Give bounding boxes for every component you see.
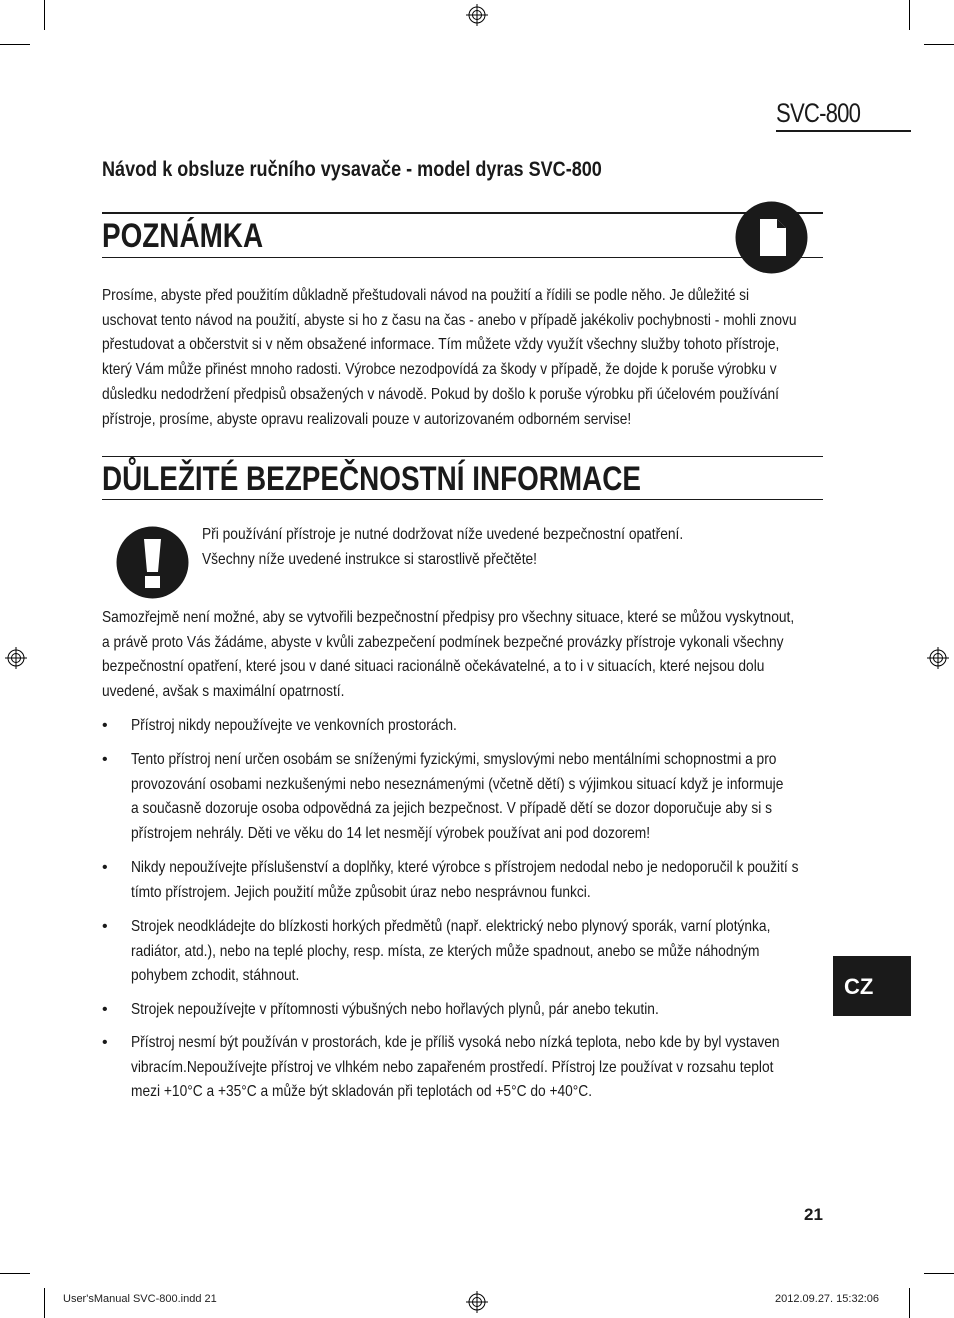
crop-mark <box>44 1288 45 1318</box>
text-line: Přístroj nesmí být používán v prostorách, kde je příliš vysoká nebo nízká teplota, nebo kde by byl vystaven <box>131 1034 780 1051</box>
text-line: Všechny níže uvedené instrukce si starostlivě přečtěte! <box>202 550 537 568</box>
language-tab-label: CZ <box>844 974 874 999</box>
crop-mark <box>0 44 30 45</box>
bullet-marker: • <box>102 859 108 876</box>
text-line: mezi +10°C a +35°C a může být skladován při teplotách od +5°C do +40°C. <box>131 1083 593 1101</box>
registration-mark-icon <box>927 647 949 669</box>
model-label: SVC-800 <box>776 98 861 128</box>
page-number: 21 <box>804 1205 823 1224</box>
text-line: tímto přístrojem. Jejich použití může způsobit úraz nebo nesprávnou funkci. <box>131 883 591 901</box>
section-rule <box>102 257 823 258</box>
text-line: a současně dozoruje osoba odpovědná za jejich bezpečnost. V případě dětí se dozor doporučuje aby si s <box>131 800 773 818</box>
bullet-marker: • <box>102 717 108 734</box>
document-subtitle: Návod k obsluze ručního vysavače - model dyras SVC-800 <box>102 158 602 181</box>
bullet-marker: • <box>102 918 108 935</box>
text-line: a právě proto Vás žádáme, abyste v kvůli zabezpečení podmínek bezpečné provázky přístroje vykonali všechny <box>102 633 784 651</box>
section-rule <box>102 499 823 500</box>
text-line: uvedené, avšak s maximální opatrností. <box>102 683 345 701</box>
footer-filename: User'sManual SVC-800.indd 21 <box>63 1293 217 1305</box>
text-line: provozování osobami nezkušenými nebo neseznámenými (včetně dětí) s výjimkou situací když je informuje <box>131 775 784 793</box>
section-title-safety: DŮLEŽITÉ BEZPEČNOSTNÍ INFORMACE <box>102 460 642 498</box>
section-rule <box>102 456 823 457</box>
text-line: vibracím.Nepoužívejte přístroj ve vlhkém nebo zapařeném prostředí. Přístroj lze používat v rozsahu teplot <box>131 1058 774 1076</box>
text-line: důsledku nedodržení předpisů obsažených v návodě. Pokud by došlo k poruše výrobku při účelovém používání <box>102 385 779 403</box>
text-line: bezpečnostní opatření, které jsou v dané situaci racionálně očekávatelné, a to i v situacích, které nejsou dolu <box>102 658 765 676</box>
text-line: uschovat tento návod na použití, abyste si ho z času na čas - anebo v případě jakékoliv pochybnosti - mohli znovu <box>102 311 797 329</box>
safety-intro-paragraph <box>102 606 823 705</box>
crop-mark <box>909 1288 910 1318</box>
bullet-marker: • <box>102 751 108 768</box>
note-paragraph <box>102 284 823 432</box>
text-line: Přístroj nikdy nepoužívejte ve venkovních prostorách. <box>131 717 457 734</box>
text-line: radiátor, atd.), nebo na teplé plochy, resp. místa, ze kterých může spadnout, anebo se může náhodným <box>131 942 760 960</box>
text-line: Při používání přístroje je nutné dodržovat níže uvedené bezpečnostní opatření. <box>202 526 684 543</box>
crop-mark <box>924 44 954 45</box>
model-underline <box>776 130 911 132</box>
crop-mark <box>909 0 910 30</box>
footer-timestamp: 2012.09.27. 15:32:06 <box>775 1293 879 1305</box>
text-line: Strojek nepoužívejte v přítomnosti výbušných nebo hořlavých plynů, pár anebo tekutin. <box>131 1001 659 1018</box>
text-line: přístrojem nehrály. Děti ve věku do 14 let nesmějí výrobek používat ani pod dozorem! <box>131 825 651 843</box>
text-line: přístroje, prosíme, abyste opravu realizovali pouze v autorizovaném odborném servise! <box>102 410 632 428</box>
text-line: Tento přístroj není určen osobám se sníženými fyzickými, smyslovými nebo mentálními schopnostmi a pro <box>131 751 777 768</box>
crop-mark <box>0 1273 30 1274</box>
text-line: přestudovat a občerstvit si v něm obsažené informace. Tím můžete vždy využít všechny služby tohoto přístroje, <box>102 336 780 354</box>
bullet-marker: • <box>102 1034 108 1051</box>
text-line: který Vám může přinést mnoho radosti. Výrobce nezodpovídá za škody v případě, že dojde k poruše výrobku v <box>102 361 777 379</box>
bullet-marker: • <box>102 1001 108 1018</box>
text-line: Strojek neodkládejte do blízkosti horkých předmětů (např. elektrický nebo plynový sporák, varní plotýnka, <box>131 918 771 935</box>
registration-mark-icon <box>466 1291 488 1313</box>
text-line: Samozřejmě není možné, aby se vytvořili bezpečnostní předpisy pro všechny situace, které se můžou vyskytnout, <box>102 609 795 626</box>
language-tab <box>833 956 911 1016</box>
warning-text <box>202 523 802 572</box>
section-title-note: POZNÁMKA <box>102 217 264 255</box>
registration-mark-icon <box>466 4 488 26</box>
text-line: pohybem zchodit, stáhnout. <box>131 967 300 985</box>
warning-exclamation-icon <box>116 526 189 599</box>
crop-mark <box>44 0 45 30</box>
document-icon <box>735 201 808 274</box>
registration-mark-icon <box>5 647 27 669</box>
text-line: Nikdy nepoužívejte příslušenství a doplňky, které výrobce s přístrojem nedodal nebo je nedoporučil k použití s <box>131 859 799 876</box>
crop-mark <box>924 1273 954 1274</box>
section-rule <box>102 212 823 214</box>
text-line: Prosíme, abyste před použitím důkladně přeštudovali návod na použití a řídili se podle něho. Je důležité si <box>102 287 750 304</box>
